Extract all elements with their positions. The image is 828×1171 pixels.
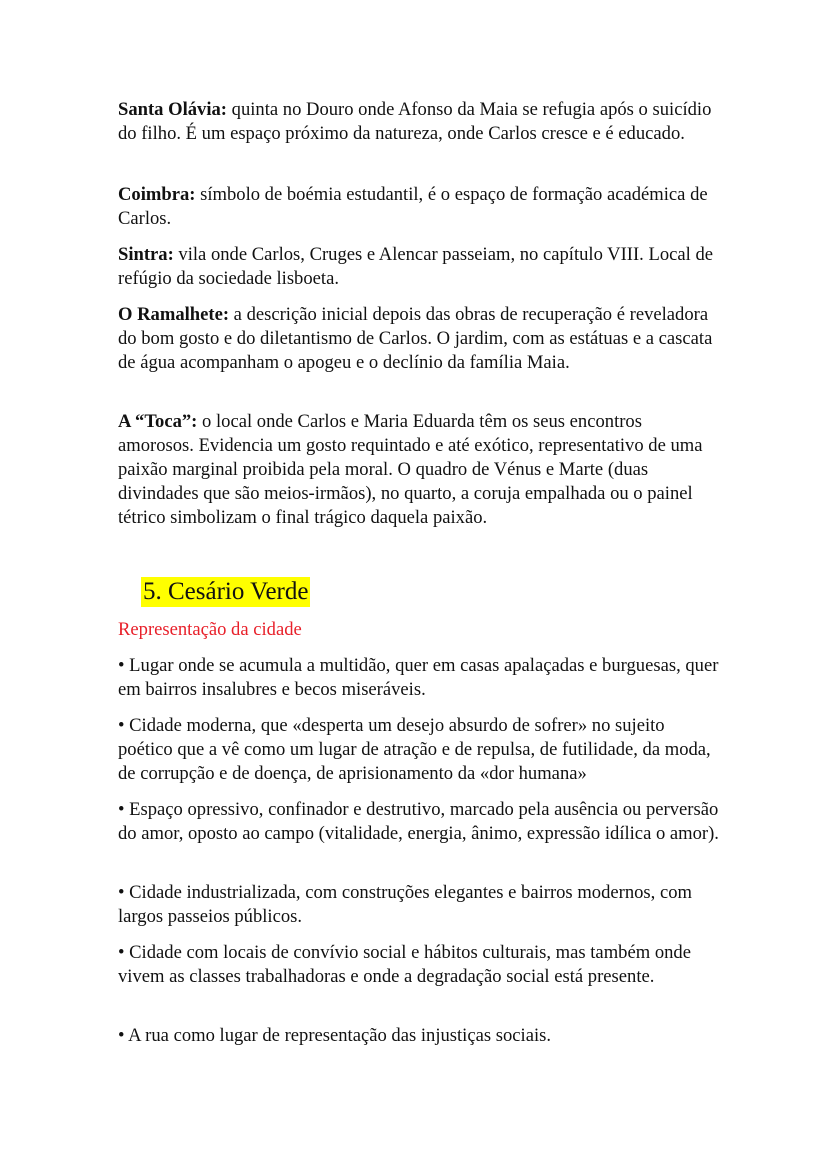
space-term: Sintra: <box>118 244 174 265</box>
space-paragraph-santa-olavia <box>118 98 722 146</box>
space-paragraph-coimbra <box>118 183 722 231</box>
space-term: Santa Olávia: <box>118 99 227 120</box>
space-text: vila onde Carlos, Cruges e Alencar passeiam, no capítulo VIII. Local de refúgio da sociedade lisboeta. <box>118 244 714 289</box>
bullet-item: • Lugar onde se acumula a multidão, quer em casas apalaçadas e burguesas, quer em bairros insalubres e becos miseráveis. <box>118 655 719 700</box>
space-text: o local onde Carlos e Maria Eduarda têm os seus encontros amorosos. Evidencia um gosto requintado e até exótico, representativo de uma paixão marginal proibida pela moral. O quadro de Vénus e Marte (duas divindades que são meios-irmãos), no quarto, a coruja empalhada ou o painel tétrico simbolizam o final trágico daquela paixão. <box>118 411 703 528</box>
section-subheading: Representação da cidade <box>118 619 302 640</box>
space-paragraph-sintra <box>118 243 722 291</box>
section-heading: 5. Cesário Verde <box>143 578 309 605</box>
space-term: Coimbra: <box>118 184 196 205</box>
space-text: quinta no Douro onde Afonso da Maia se refugia após o suicídio do filho. É um espaço próximo da natureza, onde Carlos cresce e é educado. <box>118 99 712 144</box>
space-paragraph-ramalhete <box>118 303 722 375</box>
space-text: símbolo de boémia estudantil, é o espaço de formação académica de Carlos. <box>118 184 708 229</box>
space-paragraph-toca <box>118 410 722 530</box>
space-term: O Ramalhete: <box>118 304 230 325</box>
bullet-item: • Cidade moderna, que «desperta um desejo absurdo de sofrer» no sujeito poético que a vê como um lugar de atração e de repulsa, de futilidade, da moda, de corrupção e de doença, de aprisionamento da «dor humana» <box>118 715 711 784</box>
bullet-item: • Cidade com locais de convívio social e hábitos culturais, mas também onde vivem as classes trabalhadoras e onde a degradação social está presente. <box>118 942 691 987</box>
bullet-item: • Cidade industrializada, com construções elegantes e bairros modernos, com largos passeios públicos. <box>118 882 692 927</box>
space-text: a descrição inicial depois das obras de recuperação é reveladora do bom gosto e do diletantismo de Carlos. O jardim, com as estátuas e a cascata de água acompanham o apogeu e o declínio da família Maia. <box>118 304 713 373</box>
bullet-item: • A rua como lugar de representação das injustiças sociais. <box>118 1025 551 1046</box>
space-term: A “Toca”: <box>118 411 198 432</box>
bullet-item: • Espaço opressivo, confinador e destrutivo, marcado pela ausência ou perversão do amor, oposto ao campo (vitalidade, energia, ânimo, expressão idílica o amor). <box>118 799 719 844</box>
